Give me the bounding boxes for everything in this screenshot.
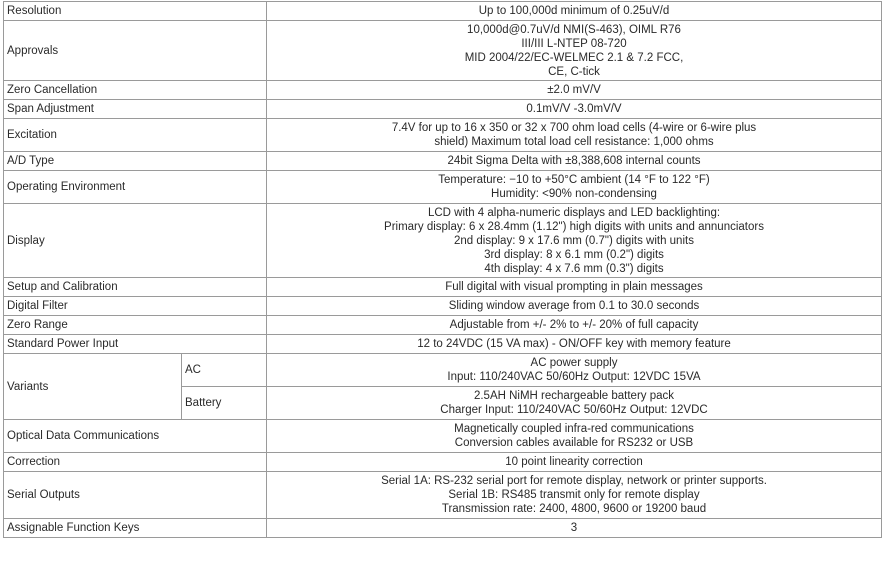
variant-name: AC (182, 354, 267, 387)
spec-label: Excitation (4, 119, 267, 152)
spec-label: Serial Outputs (4, 472, 267, 519)
spec-value-line: 2nd display: 9 x 17.6 mm (0.7") digits with units (454, 234, 694, 247)
spec-label: Assignable Function Keys (4, 519, 267, 538)
spec-value-line: Primary display: 6 x 28.4mm (1.12") high digits with units and annunciators (384, 220, 764, 233)
spec-value-line: AC power supply (530, 357, 618, 369)
spec-label: Zero Cancellation (4, 81, 267, 100)
spec-value (267, 472, 882, 519)
spec-value-line: CE, C-tick (548, 65, 600, 78)
spec-value-line: Serial 1B: RS485 transmit only for remote display (448, 489, 700, 501)
spec-value-line: Input: 110/240VAC 50/60Hz Output: 12VDC 15VA (447, 371, 701, 383)
spec-row-zero-cancellation (4, 81, 882, 100)
spec-row-span-adjustment (4, 100, 882, 119)
spec-label: Digital Filter (4, 297, 267, 316)
spec-row-approvals (4, 21, 882, 81)
spec-value-line: 10 point linearity correction (505, 456, 643, 468)
spec-value-line: MID 2004/22/EC-WELMEC 2.1 & 7.2 FCC, (464, 51, 684, 64)
spec-value (267, 21, 882, 81)
spec-label: Operating Environment (4, 171, 267, 204)
spec-value (267, 81, 882, 100)
spec-label: Approvals (4, 21, 267, 81)
spec-row-standard-power-input (4, 335, 882, 354)
spec-row-assignable-function-keys (4, 519, 882, 538)
spec-value (267, 278, 882, 297)
spec-row-excitation (4, 119, 882, 152)
variant-name: Battery (182, 387, 267, 420)
spec-row-resolution (4, 2, 882, 21)
spec-value (267, 119, 882, 152)
spec-row-setup-and-calibration (4, 278, 882, 297)
spec-value-line: 24bit Sigma Delta with ±8,388,608 internal counts (447, 155, 701, 167)
spec-label: Resolution (4, 2, 267, 21)
spec-row-optical-data-communications (4, 420, 882, 453)
spec-label: Zero Range (4, 316, 267, 335)
spec-value (267, 100, 882, 119)
spec-row-a-d-type (4, 152, 882, 171)
spec-value (267, 152, 882, 171)
spec-value (267, 354, 882, 387)
spec-value (267, 297, 882, 316)
spec-row-serial-outputs (4, 472, 882, 519)
spec-value-line: 3 (570, 522, 578, 534)
spec-value (267, 420, 882, 453)
spec-row-digital-filter (4, 297, 882, 316)
spec-row-display (4, 204, 882, 278)
spec-value-line: Temperature: −10 to +50°C ambient (14 °F to 122 °F) (438, 174, 710, 186)
spec-value-line: 12 to 24VDC (15 VA max) - ON/OFF key with memory feature (417, 338, 731, 350)
spec-table (3, 1, 882, 538)
spec-value-line: Full digital with visual prompting in plain messages (445, 281, 703, 293)
spec-label: Optical Data Communications (4, 420, 267, 453)
spec-row-correction (4, 453, 882, 472)
spec-label: Setup and Calibration (4, 278, 267, 297)
spec-label: Display (4, 204, 267, 278)
spec-row-variant-ac (4, 354, 882, 387)
spec-value-line: Transmission rate: 2400, 4800, 9600 or 19200 baud (441, 503, 707, 515)
spec-value (267, 519, 882, 538)
spec-value-line: 4th display: 4 x 7.6 mm (0.3") digits (484, 262, 664, 275)
spec-value-line: Magnetically coupled infra-red communications (454, 423, 694, 435)
spec-value-line: III/III L-NTEP 08-720 (521, 37, 627, 50)
spec-value-line: 0.1mV/V -3.0mV/V (526, 103, 622, 115)
spec-value-line: shield) Maximum total load cell resistance: 1,000 ohms (434, 136, 714, 148)
spec-value (267, 453, 882, 472)
spec-label: Variants (4, 354, 182, 420)
spec-value-line: LCD with 4 alpha-numeric displays and LED backlighting: (427, 206, 721, 219)
spec-label: Correction (4, 453, 267, 472)
spec-value (267, 204, 882, 278)
spec-value (267, 171, 882, 204)
spec-value-line: ±2.0 mV/V (547, 84, 601, 96)
spec-value-line: 3rd display: 8 x 6.1 mm (0.2") digits (484, 248, 664, 261)
spec-row-zero-range (4, 316, 882, 335)
spec-row-operating-environment (4, 171, 882, 204)
spec-table-body (4, 2, 882, 538)
spec-value-line: Humidity: <90% non-condensing (491, 188, 657, 200)
spec-value-line: 2.5AH NiMH rechargeable battery pack (473, 390, 675, 402)
spec-value-line: Conversion cables available for RS232 or USB (454, 437, 694, 449)
spec-value-line: Up to 100,000d minimum of 0.25uV/d (478, 5, 670, 17)
spec-value-line: Charger Input: 110/240VAC 50/60Hz Output: 12VDC (440, 404, 708, 416)
spec-value-line: 10,000d@0.7uV/d NMI(S-463), OIML R76 (467, 23, 681, 36)
spec-label: Standard Power Input (4, 335, 267, 354)
spec-value (267, 387, 882, 420)
spec-value-line: Sliding window average from 0.1 to 30.0 seconds (448, 300, 700, 312)
spec-label: Span Adjustment (4, 100, 267, 119)
spec-value-line: Adjustable from +/- 2% to +/- 20% of full capacity (449, 319, 699, 331)
spec-value (267, 335, 882, 354)
spec-value (267, 2, 882, 21)
spec-value (267, 316, 882, 335)
spec-value-line: 7.4V for up to 16 x 350 or 32 x 700 ohm load cells (4-wire or 6-wire plus (391, 122, 757, 134)
spec-label: A/D Type (4, 152, 267, 171)
spec-value-line: Serial 1A: RS-232 serial port for remote display, network or printer supports. (381, 475, 767, 487)
